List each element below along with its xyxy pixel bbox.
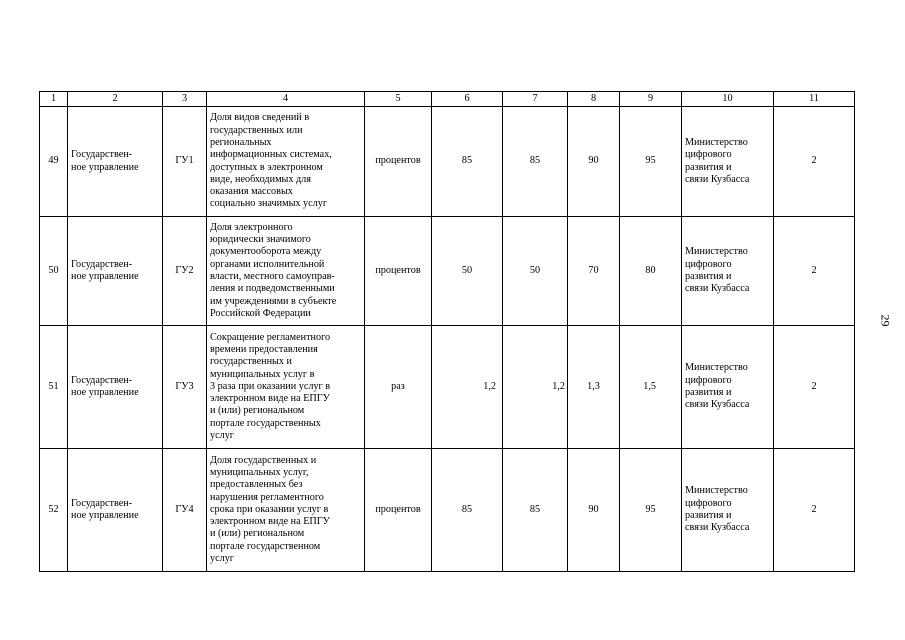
responsible-line: связи Кузбасса [685, 522, 750, 534]
indicator-line: Доля государственных и [210, 454, 317, 466]
indicator-cell [207, 326, 365, 449]
area-cell [68, 449, 163, 572]
area-line: Государствен- [71, 374, 133, 386]
column-header: 4 [207, 92, 365, 107]
indicator-line: социально значимых услуг [210, 198, 328, 210]
responsible-line: Министерство [685, 362, 748, 374]
area-line: Государствен- [71, 149, 133, 161]
indicators-table [39, 91, 855, 572]
value-cell: 80 [620, 217, 682, 326]
indicator-line: услуг [210, 553, 234, 565]
indicator-line: срока при оказании услуг в [210, 503, 329, 515]
area-cell [68, 326, 163, 449]
responsible-line: связи Кузбасса [685, 283, 750, 295]
indicator-cell [207, 449, 365, 572]
indicator-line: оказания массовых [210, 186, 293, 198]
column-header: 9 [620, 92, 682, 107]
column-header: 2 [68, 92, 163, 107]
col11-cell: 2 [774, 326, 855, 449]
row-number: 49 [40, 107, 68, 217]
responsible-line: развития и [685, 161, 732, 173]
table-row [40, 326, 855, 449]
column-header: 7 [503, 92, 568, 107]
indicator-line: органами исполнительной [210, 258, 325, 270]
table-row [40, 217, 855, 326]
responsible-line: развития и [685, 387, 732, 398]
indicator-line: государственных или [210, 124, 303, 136]
indicator-line: 3 раза при оказании услуг в [210, 380, 331, 392]
indicator-line: электронном виде на ЕПГУ [210, 516, 330, 528]
column-header: 1 [40, 92, 68, 107]
col11-cell: 2 [774, 107, 855, 217]
indicator-line: государственных и [210, 356, 292, 368]
area-cell [68, 107, 163, 217]
value-cell: 85 [503, 449, 568, 572]
column-header: 5 [365, 92, 432, 107]
table-row [40, 107, 855, 217]
indicator-line: виде, необходимых для [210, 173, 311, 185]
indicator-line: времени предоставления [210, 343, 318, 355]
col11-cell: 2 [774, 449, 855, 572]
indicator-cell [207, 217, 365, 326]
column-header: 10 [682, 92, 774, 107]
indicator-line: юридически значимого [210, 234, 311, 246]
indicator-line: ления и подведомственными [210, 283, 335, 295]
responsible-line: связи Кузбасса [685, 173, 750, 185]
row-number: 52 [40, 449, 68, 572]
unit-cell: процентов [365, 449, 432, 572]
value-cell: 90 [568, 107, 620, 217]
indicator-line: и (или) региональном [210, 528, 305, 540]
area-line: Государствен- [71, 258, 133, 270]
area-line: ное управление [71, 510, 139, 521]
page-number: 29 [878, 314, 893, 327]
value-cell: 85 [432, 449, 503, 572]
value-cell: 1,2 [503, 326, 568, 449]
indicator-line: власти, местного самоуправ- [210, 271, 335, 282]
value-cell: 90 [568, 449, 620, 572]
responsible-line: связи Кузбасса [685, 399, 750, 411]
indicator-line: документооборота между [210, 246, 322, 258]
column-number-row [40, 92, 855, 107]
responsible-line: развития и [685, 510, 732, 521]
indicator-line: муниципальных услуг, [210, 466, 309, 478]
indicator-cell [207, 107, 365, 217]
column-header: 8 [568, 92, 620, 107]
value-cell: 70 [568, 217, 620, 326]
value-cell: 85 [432, 107, 503, 217]
row-number: 51 [40, 326, 68, 449]
value-cell: 50 [432, 217, 503, 326]
value-cell: 95 [620, 449, 682, 572]
unit-cell: раз [365, 326, 432, 449]
indicator-line: региональных [210, 136, 272, 148]
value-cell: 1,5 [620, 326, 682, 449]
indicator-line: Доля видов сведений в [210, 112, 310, 124]
row-number: 50 [40, 217, 68, 326]
responsible-cell [682, 449, 774, 572]
indicator-line: электронном виде на ЕПГУ [210, 393, 330, 405]
area-line: ное управление [71, 271, 139, 282]
indicator-line: портале государственном [210, 540, 321, 552]
value-cell: 50 [503, 217, 568, 326]
column-header: 6 [432, 92, 503, 107]
responsible-line: развития и [685, 271, 732, 282]
indicator-line: муниципальных услуг в [210, 368, 315, 380]
indicator-line: и (или) региональном [210, 405, 305, 417]
value-cell: 95 [620, 107, 682, 217]
indicator-line: им учреждениями в субъекте [210, 295, 337, 307]
code-cell: ГУ3 [163, 326, 207, 449]
unit-cell: процентов [365, 107, 432, 217]
indicator-line: Российской Федерации [210, 307, 311, 319]
area-line: Государствен- [71, 497, 133, 509]
column-header: 3 [163, 92, 207, 107]
value-cell: 1,2 [432, 326, 503, 449]
responsible-line: цифрового [685, 497, 732, 509]
code-cell: ГУ1 [163, 107, 207, 217]
indicator-line: нарушения регламентного [210, 491, 324, 503]
responsible-cell [682, 107, 774, 217]
indicator-line: Сокращение регламентного [210, 331, 331, 343]
responsible-cell [682, 326, 774, 449]
column-header: 11 [774, 92, 855, 107]
responsible-line: Министерство [685, 485, 748, 497]
table-row [40, 449, 855, 572]
responsible-line: цифрового [685, 258, 732, 270]
indicator-line: доступных в электронном [210, 161, 323, 173]
indicator-line: услуг [210, 430, 234, 442]
code-cell: ГУ4 [163, 449, 207, 572]
indicator-line: портале государственных [210, 417, 321, 429]
value-cell: 1,3 [568, 326, 620, 449]
value-cell: 85 [503, 107, 568, 217]
col11-cell: 2 [774, 217, 855, 326]
indicator-line: информационных системах, [210, 149, 332, 161]
responsible-line: Министерство [685, 136, 748, 148]
unit-cell: процентов [365, 217, 432, 326]
area-line: ное управление [71, 161, 139, 173]
area-line: ное управление [71, 387, 139, 398]
indicator-line: Доля электронного [210, 221, 293, 233]
indicator-line: предоставленных без [210, 479, 303, 491]
responsible-line: цифрового [685, 149, 732, 161]
responsible-line: цифрового [685, 374, 732, 386]
area-cell [68, 217, 163, 326]
code-cell: ГУ2 [163, 217, 207, 326]
responsible-line: Министерство [685, 246, 748, 258]
responsible-cell [682, 217, 774, 326]
